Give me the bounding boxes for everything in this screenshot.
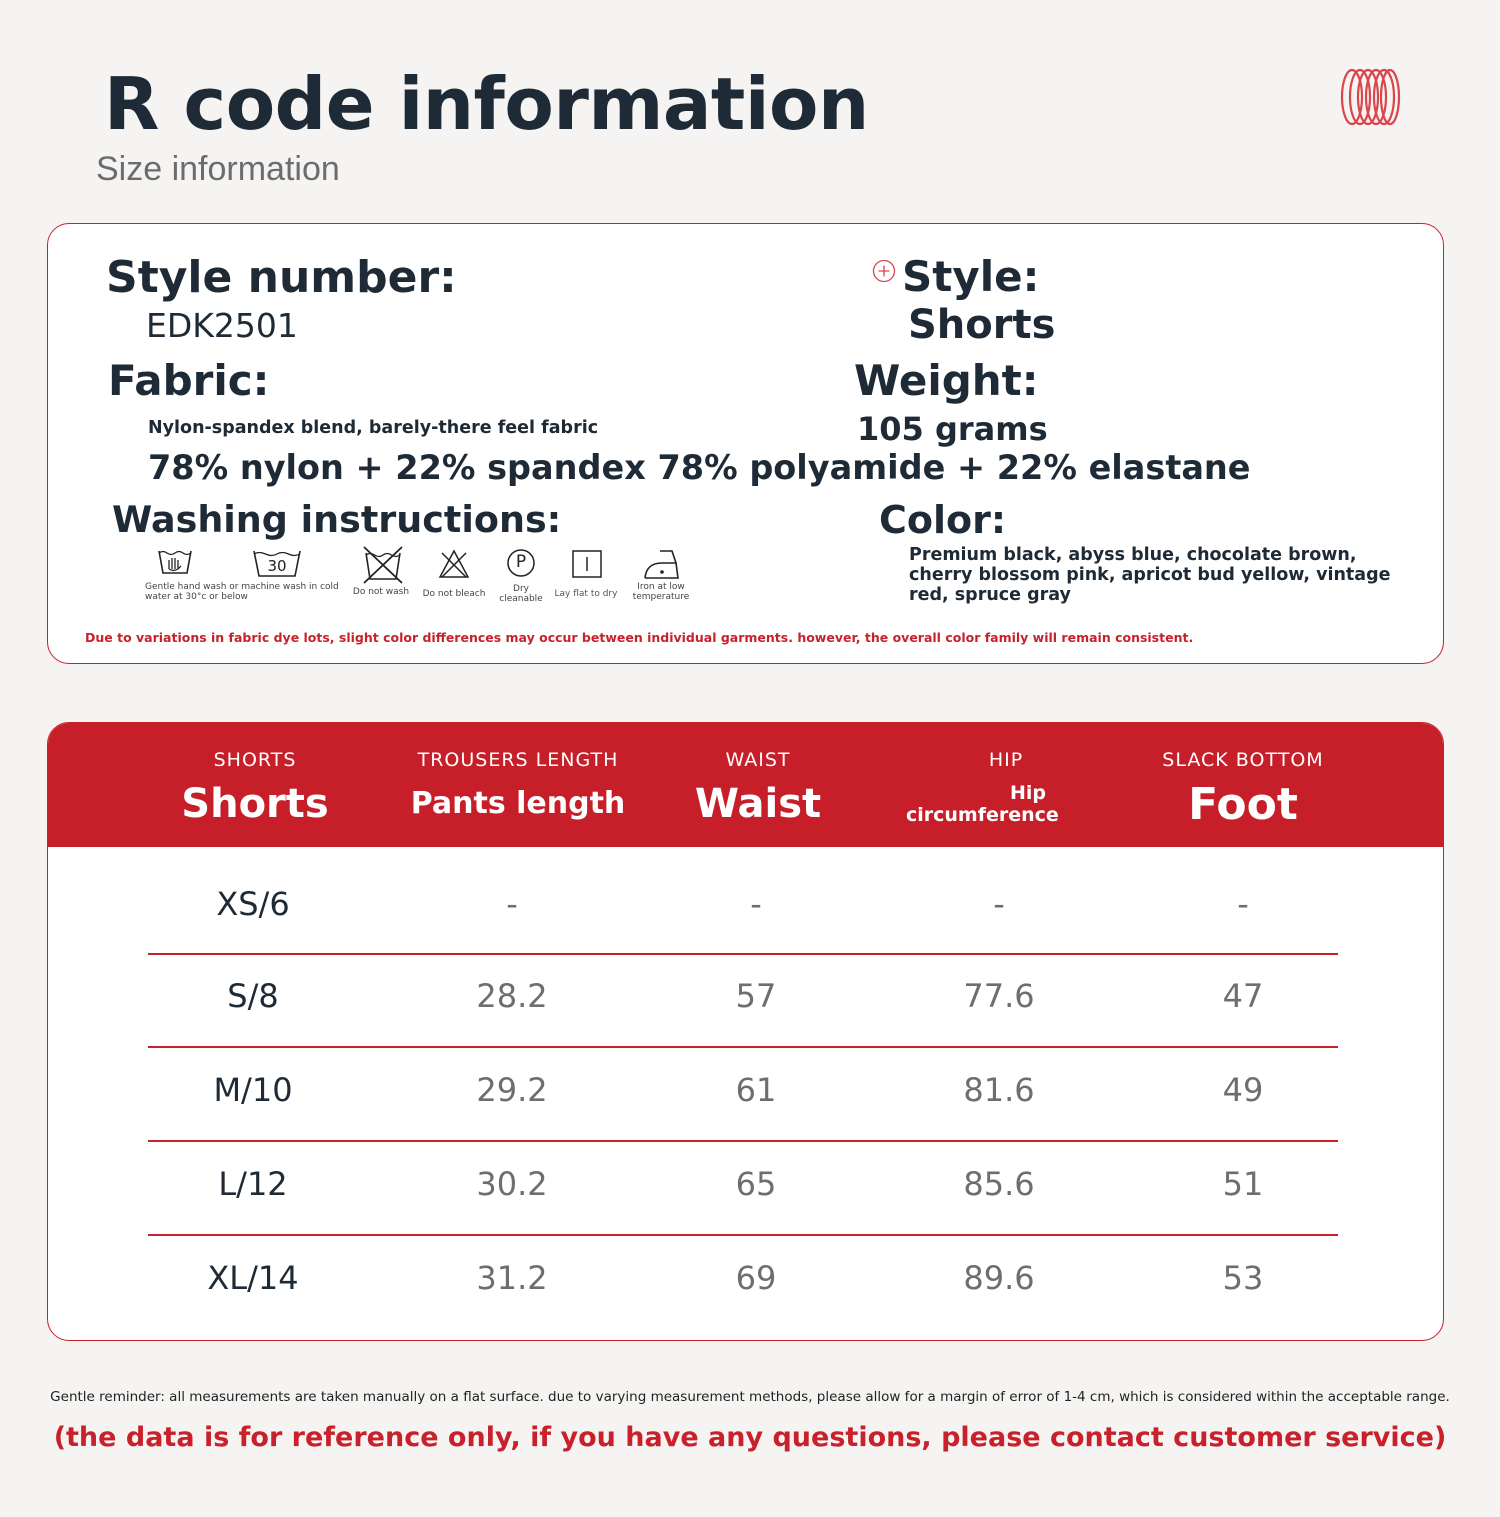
header-pants-length: Pants length: [410, 786, 626, 821]
size-label: XL/14: [207, 1259, 299, 1297]
weight-value: 105 grams: [857, 410, 1048, 448]
size-label: L/12: [218, 1165, 288, 1203]
row-divider: [148, 1234, 1338, 1236]
header-sub-shorts: SHORTS: [213, 749, 297, 771]
measurement-cell: 53: [1222, 1259, 1264, 1297]
measurement-cell: 28.2: [476, 977, 548, 1015]
header-waist: Waist: [694, 781, 822, 827]
measurement-cell: 69: [735, 1259, 777, 1297]
size-table: [47, 722, 1444, 1341]
iron-low-caption: Iron at low temperature: [632, 582, 690, 602]
weight-label: Weight:: [854, 356, 1039, 405]
measurement-cell: -: [750, 885, 762, 923]
measurement-cell: 29.2: [476, 1071, 548, 1109]
do-not-wash-icon: [360, 545, 406, 585]
measurement-cell: 31.2: [476, 1259, 548, 1297]
plus-circle-icon: [872, 259, 896, 283]
measurement-cell: 65: [735, 1165, 777, 1203]
measurement-cell: 81.6: [963, 1071, 1035, 1109]
measurement-cell: 30.2: [476, 1165, 548, 1203]
fabric-label: Fabric:: [108, 356, 270, 405]
style-value: Shorts: [908, 302, 1056, 348]
style-label: Style:: [902, 252, 1040, 301]
page-subtitle: Size information: [96, 150, 340, 188]
row-divider: [148, 1046, 1338, 1048]
fabric-composition: 78% nylon + 22% spandex 78% polyamide + 22% elastane: [148, 448, 1251, 487]
header-sub-slack-bottom: SLACK BOTTOM: [1162, 749, 1324, 771]
header-sub-trousers-length: TROUSERS LENGTH: [417, 749, 619, 771]
measurement-cell: 85.6: [963, 1165, 1035, 1203]
table-header: [48, 723, 1443, 847]
style-number-value: EDK2501: [146, 306, 298, 345]
header-sub-hip: HIP: [988, 749, 1024, 771]
color-label: Color:: [879, 498, 1007, 542]
iron-low-icon: [642, 548, 682, 582]
lay-flat-dry-caption: Lay flat to dry: [554, 589, 618, 599]
washing-instructions-label: Washing instructions:: [112, 498, 562, 541]
hand-wash-caption: Gentle hand wash or machine wash in cold water at 30°c or below: [145, 582, 339, 602]
measurement-cell: 89.6: [963, 1259, 1035, 1297]
brand-logo-icon: [1338, 66, 1402, 128]
row-divider: [148, 1140, 1338, 1142]
dry-clean-letter: P: [515, 552, 527, 572]
header-foot: Foot: [1188, 779, 1298, 830]
wash-temperature: 30: [267, 557, 287, 575]
header-hip-circumference: Hip circumference: [906, 782, 1059, 826]
measurement-cell: 51: [1222, 1165, 1264, 1203]
hand-wash-icon: [156, 545, 194, 577]
size-label: M/10: [213, 1071, 293, 1109]
size-label: XS/6: [216, 885, 290, 923]
measurement-cell: 61: [735, 1071, 777, 1109]
style-number-label: Style number:: [106, 252, 457, 303]
lay-flat-dry-icon: [572, 550, 602, 578]
page-title: R code information: [104, 62, 869, 146]
reference-note: (the data is for reference only, if you have any questions, please contact customer service): [53, 1422, 1447, 1453]
measurement-cell: -: [1237, 885, 1249, 923]
measurement-cell: -: [993, 885, 1005, 923]
measurement-cell: -: [506, 885, 518, 923]
measurement-cell: 77.6: [963, 977, 1035, 1015]
do-not-wash-caption: Do not wash: [352, 587, 410, 597]
row-divider: [148, 953, 1338, 955]
size-label: S/8: [227, 977, 279, 1015]
do-not-bleach-caption: Do not bleach: [422, 589, 486, 599]
measurement-cell: 49: [1222, 1071, 1264, 1109]
dry-clean-caption: Dry cleanable: [499, 584, 543, 604]
do-not-bleach-icon: [438, 549, 470, 579]
color-list: Premium black, abyss blue, chocolate brown, cherry blossom pink, apricot bud yellow, vintage red, spruce gray: [909, 545, 1391, 605]
header-shorts: Shorts: [181, 781, 329, 827]
measurement-cell: 47: [1222, 977, 1264, 1015]
measurement-cell: 57: [735, 977, 777, 1015]
color-variation-note: Due to variations in fabric dye lots, slight color differences may occur between individual garments. however, the overall color family will remain consistent.: [85, 630, 1194, 645]
fabric-description: Nylon-spandex blend, barely-there feel fabric: [148, 418, 599, 438]
header-sub-waist: WAIST: [725, 749, 791, 771]
measurement-reminder: Gentle reminder: all measurements are taken manually on a flat surface. due to varying measurement methods, please allow for a margin of error of 1-4 cm, which is considered within the acceptable range.: [50, 1389, 1450, 1405]
